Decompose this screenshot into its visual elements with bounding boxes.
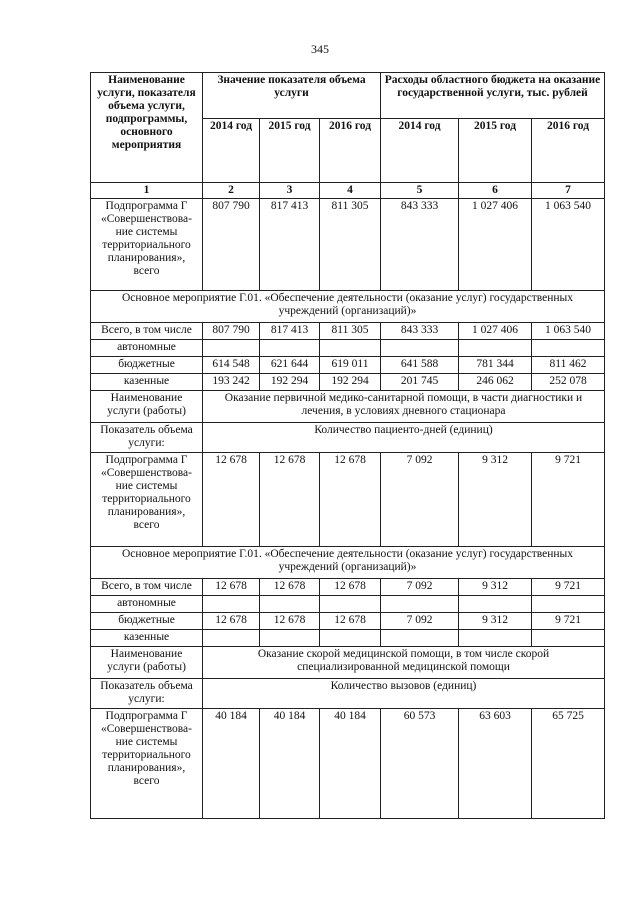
- value-cell: 12 678: [203, 453, 260, 547]
- value-cell: 40 184: [260, 709, 320, 819]
- header-year: 2014 год: [381, 119, 459, 183]
- value-cell: 811 462: [532, 357, 605, 374]
- value-cell: 817 413: [260, 323, 320, 340]
- activity-row: [91, 547, 605, 579]
- value-cell: 9 721: [532, 613, 605, 630]
- value-cell: [532, 596, 605, 613]
- value-cell: 40 184: [203, 709, 260, 819]
- value-cell: [532, 340, 605, 357]
- value-cell: [381, 630, 459, 647]
- indicator-row: [91, 423, 605, 453]
- header-volume-group: Значение показателя объема услуги: [203, 73, 381, 119]
- value-cell: 807 790: [203, 323, 260, 340]
- value-cell: [320, 596, 381, 613]
- header-year: 2016 год: [532, 119, 605, 183]
- value-cell: [320, 340, 381, 357]
- row-label: казенные: [91, 374, 203, 391]
- column-number: 1: [91, 183, 203, 199]
- value-cell: 12 678: [320, 453, 381, 547]
- service-text: Оказание первичной медико-санитарной помощи, в части диагностики и лечения, в условиях дневного стационара: [203, 391, 605, 423]
- value-cell: 12 678: [260, 453, 320, 547]
- header-row-top: [91, 73, 605, 119]
- row-label: казенные: [91, 630, 203, 647]
- header-year: 2015 год: [459, 119, 532, 183]
- header-name-cell: Наименование услуги, показателя объема услуги, подпрограммы, основного мероприятия: [91, 73, 203, 183]
- value-cell: [320, 630, 381, 647]
- table-row: [91, 357, 605, 374]
- value-cell: 12 678: [260, 613, 320, 630]
- value-cell: [381, 340, 459, 357]
- value-cell: 1 063 540: [532, 199, 605, 291]
- value-cell: 1 027 406: [459, 199, 532, 291]
- value-cell: 246 062: [459, 374, 532, 391]
- value-cell: 7 092: [381, 579, 459, 596]
- value-cell: 63 603: [459, 709, 532, 819]
- indicator-text: Количество вызовов (единиц): [203, 679, 605, 709]
- value-cell: 9 721: [532, 453, 605, 547]
- value-cell: [260, 340, 320, 357]
- row-label: автономные: [91, 340, 203, 357]
- table-row: [91, 340, 605, 357]
- header-year: 2014 год: [203, 119, 260, 183]
- value-cell: 12 678: [260, 579, 320, 596]
- value-cell: 60 573: [381, 709, 459, 819]
- value-cell: 12 678: [203, 579, 260, 596]
- value-cell: 193 242: [203, 374, 260, 391]
- value-cell: 9 312: [459, 453, 532, 547]
- subprogram-row: [91, 199, 605, 291]
- value-cell: [260, 630, 320, 647]
- value-cell: 40 184: [320, 709, 381, 819]
- value-cell: 192 294: [260, 374, 320, 391]
- value-cell: 7 092: [381, 613, 459, 630]
- value-cell: 9 312: [459, 613, 532, 630]
- table-row: [91, 374, 605, 391]
- column-number-row: [91, 183, 605, 199]
- service-label: Наименование услуги (работы): [91, 647, 203, 679]
- table-row: [91, 613, 605, 630]
- table-row: [91, 579, 605, 596]
- row-label: автономные: [91, 596, 203, 613]
- value-cell: 192 294: [320, 374, 381, 391]
- header-budget-group: Расходы областного бюджета на оказание государственной услуги, тыс. рублей: [381, 73, 605, 119]
- column-number: 6: [459, 183, 532, 199]
- value-cell: 781 344: [459, 357, 532, 374]
- header-year: 2016 год: [320, 119, 381, 183]
- service-text: Оказание скорой медицинской помощи, в том числе скорой специализированной медицинской помощи: [203, 647, 605, 679]
- value-cell: [381, 596, 459, 613]
- indicator-label: Показатель объема услуги:: [91, 679, 203, 709]
- subprogram-label: Подпрограмма Г «Совершенствова-ние системы территориального планирования», всего: [91, 453, 203, 547]
- value-cell: 807 790: [203, 199, 260, 291]
- value-cell: 811 305: [320, 323, 381, 340]
- indicator-label: Показатель объема услуги:: [91, 423, 203, 453]
- service-row: [91, 647, 605, 679]
- subprogram-row: [91, 709, 605, 819]
- table-row: [91, 323, 605, 340]
- value-cell: [532, 630, 605, 647]
- activity-text: Основное мероприятие Г.01. «Обеспечение деятельности (оказание услуг) государственных учреждений (организаций)»: [91, 547, 605, 579]
- value-cell: [203, 340, 260, 357]
- value-cell: 1 027 406: [459, 323, 532, 340]
- row-label: бюджетные: [91, 613, 203, 630]
- value-cell: 614 548: [203, 357, 260, 374]
- value-cell: 1 063 540: [532, 323, 605, 340]
- value-cell: 201 745: [381, 374, 459, 391]
- value-cell: 843 333: [381, 323, 459, 340]
- value-cell: [459, 596, 532, 613]
- value-cell: [459, 340, 532, 357]
- column-number: 7: [532, 183, 605, 199]
- value-cell: 12 678: [320, 579, 381, 596]
- column-number: 5: [381, 183, 459, 199]
- value-cell: 843 333: [381, 199, 459, 291]
- column-number: 2: [203, 183, 260, 199]
- activity-text: Основное мероприятие Г.01. «Обеспечение деятельности (оказание услуг) государственных учреждений (организаций)»: [91, 291, 605, 323]
- value-cell: 621 644: [260, 357, 320, 374]
- row-label: бюджетные: [91, 357, 203, 374]
- value-cell: 641 588: [381, 357, 459, 374]
- value-cell: [203, 630, 260, 647]
- value-cell: 252 078: [532, 374, 605, 391]
- table-row: [91, 630, 605, 647]
- value-cell: 9 312: [459, 579, 532, 596]
- table-row: [91, 596, 605, 613]
- service-label: Наименование услуги (работы): [91, 391, 203, 423]
- activity-row: [91, 291, 605, 323]
- value-cell: 12 678: [203, 613, 260, 630]
- row-label: Всего, в том числе: [91, 579, 203, 596]
- value-cell: 7 092: [381, 453, 459, 547]
- value-cell: 619 011: [320, 357, 381, 374]
- value-cell: 811 305: [320, 199, 381, 291]
- subprogram-label: Подпрограмма Г «Совершенствова-ние системы территориального планирования», всего: [91, 199, 203, 291]
- subprogram-row: [91, 453, 605, 547]
- value-cell: [203, 596, 260, 613]
- budget-table: [90, 72, 605, 819]
- indicator-row: [91, 679, 605, 709]
- page-number: 345: [311, 42, 329, 56]
- value-cell: 817 413: [260, 199, 320, 291]
- row-label: Всего, в том числе: [91, 323, 203, 340]
- value-cell: 12 678: [320, 613, 381, 630]
- header-year: 2015 год: [260, 119, 320, 183]
- service-row: [91, 391, 605, 423]
- column-number: 4: [320, 183, 381, 199]
- value-cell: [459, 630, 532, 647]
- value-cell: [260, 596, 320, 613]
- value-cell: 65 725: [532, 709, 605, 819]
- subprogram-label: Подпрограмма Г «Совершенствова-ние системы территориального планирования», всего: [91, 709, 203, 819]
- indicator-text: Количество пациенто-дней (единиц): [203, 423, 605, 453]
- value-cell: 9 721: [532, 579, 605, 596]
- column-number: 3: [260, 183, 320, 199]
